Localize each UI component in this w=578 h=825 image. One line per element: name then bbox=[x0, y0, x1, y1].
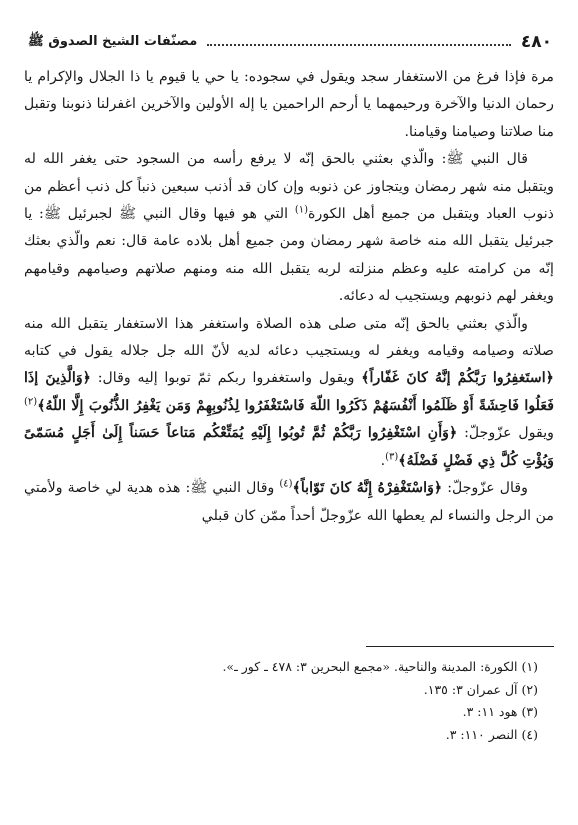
footnote-1: (١) الكورة: المدينة والناحية. «مجمع البحرين ٣: ٤٧٨ ـ كور ـ». bbox=[222, 659, 538, 674]
footnote-separator bbox=[366, 646, 554, 647]
footnote-ref-4: (٤) bbox=[279, 478, 293, 490]
footnotes bbox=[24, 656, 538, 746]
footnote-ref-3: (٣) bbox=[385, 450, 399, 462]
header-dot-leader bbox=[207, 44, 511, 46]
paragraph-3-part-b: ويقول واستغفروا ربكم ثمّ توبوا إليه وقال: bbox=[90, 370, 362, 387]
paragraph-2-part-b: التي هو فيها وقال النبي ﷺ لجبرئيل ﷺ: يا جبرئيل يتقبل الله منه خاصة شهر رمضان ومن جميع أهل بلاده عامة قال: نعم والّذي بعثك إنّه من كرامته عليه وعظم منزلته لربه يتقبل الله منه ومنهم صلاتهم وصيامهم وقيامهم ويغفر لهم ذنوبهم ويستجيب له دعائه. bbox=[24, 206, 554, 305]
paragraph-2-part-a: قال النبي ﷺ: والّذي بعثني بالحق إنّه لا يرفع رأسه من السجود حتى يغفر الله له ويتقبل منه شهر رمضان ويتجاوز عن ذنوبه وإن كان قد أذنب سبعين ذنباً كل ذنب أعظم من ذنوب العباد ويتقبل من جميع أهل الكورة bbox=[24, 151, 554, 223]
paragraph-3 bbox=[24, 311, 554, 475]
paragraph-4 bbox=[24, 475, 554, 530]
footnote-ref-1: (١) bbox=[294, 204, 309, 216]
footnote-4: (٤) النصر ١١٠: ٣. bbox=[445, 726, 538, 742]
paragraph-1: مرة فإذا فرغ من الاستغفار سجد ويقول في سجوده: يا حي يا قيوم يا ذا الجلال والإكرام يا رحمان الدنيا والآخرة ورحيمهما يا أرحم الراحمين يا إله الأولين والآخرين اغفرلنا ذنوبنا وتقبل منا صلاتنا وصيامنا وقيامنا. bbox=[24, 69, 554, 140]
page-number: ٤٨٠ bbox=[520, 32, 552, 52]
footnote-3: (٣) هود ١١: ٣. bbox=[462, 704, 538, 719]
footnote-ref-2: (٢) bbox=[24, 396, 38, 408]
paragraph-4-part-a: وقال عزّوجلّ: bbox=[442, 480, 528, 497]
main-text bbox=[24, 64, 554, 530]
quran-verse-3: ﴿وَأَنِ اسْتَغْفِرُوا رَبَّكُمْ ثُمَّ تُوبُوا إِلَيْهِ يُمَتِّعْكُم مَتاعاً حَسَناً إِلَىٰ أَجَلٍ مُسَمّىً وَيُؤْتِ كُلَّ ذِي فَضْلٍ فَضْلَهُ﴾ bbox=[24, 425, 554, 469]
footnote-2: (٢) آل عمران ٣: ١٣٥. bbox=[423, 681, 538, 697]
paragraph-3-part-d: . bbox=[380, 452, 386, 469]
quran-verse-4: ﴿وَاسْتَغْفِرْهُ إِنَّهُ كانَ تَوّاباً﴾ bbox=[292, 480, 443, 497]
paragraph-2 bbox=[24, 146, 554, 310]
quran-verse-1: ﴿استَغفِرُوا رَبَّكُمْ إنَّهُ كانَ غَفّاراً﴾ bbox=[361, 370, 554, 387]
paragraph-4-part-b: وقال النبي ﷺ: هذه هدية لي خاصة ولأمتي من الرجل والنساء لم يعطها الله عزّوجلّ أحداً ممّن كان قبلي bbox=[24, 480, 554, 524]
paragraph-3-part-a: والّذي بعثني بالحق إنّه متى صلى هذه الصلاة واستغفر هذا الاستغفار يتقبل الله منه صلاته وصيامه وقيامه ويغفر له ويستجيب دعائه لديه لأنّ الله جل جلاله يقول في كتابه bbox=[24, 315, 554, 360]
quran-verse-2: ﴿وَالَّذِينَ إذَا فَعَلُوا فَاحِشَةً أَوْ ظَلَمُوا أَنْفُسَهُمْ ذَكَرُوا اللّهَ فَاسْتَغْفَرُوا لِذُنُوبِهِمْ وَمَن يَغْفِرُ الذُّنُوبَ إِلَّا اللّهُ﴾ bbox=[24, 370, 554, 414]
book-title: مصنّفات الشيخ الصدوق ﷺ bbox=[28, 33, 198, 49]
running-header bbox=[28, 30, 552, 54]
paragraph-3-part-c: ويقول عزّوجلّ: bbox=[457, 425, 554, 442]
